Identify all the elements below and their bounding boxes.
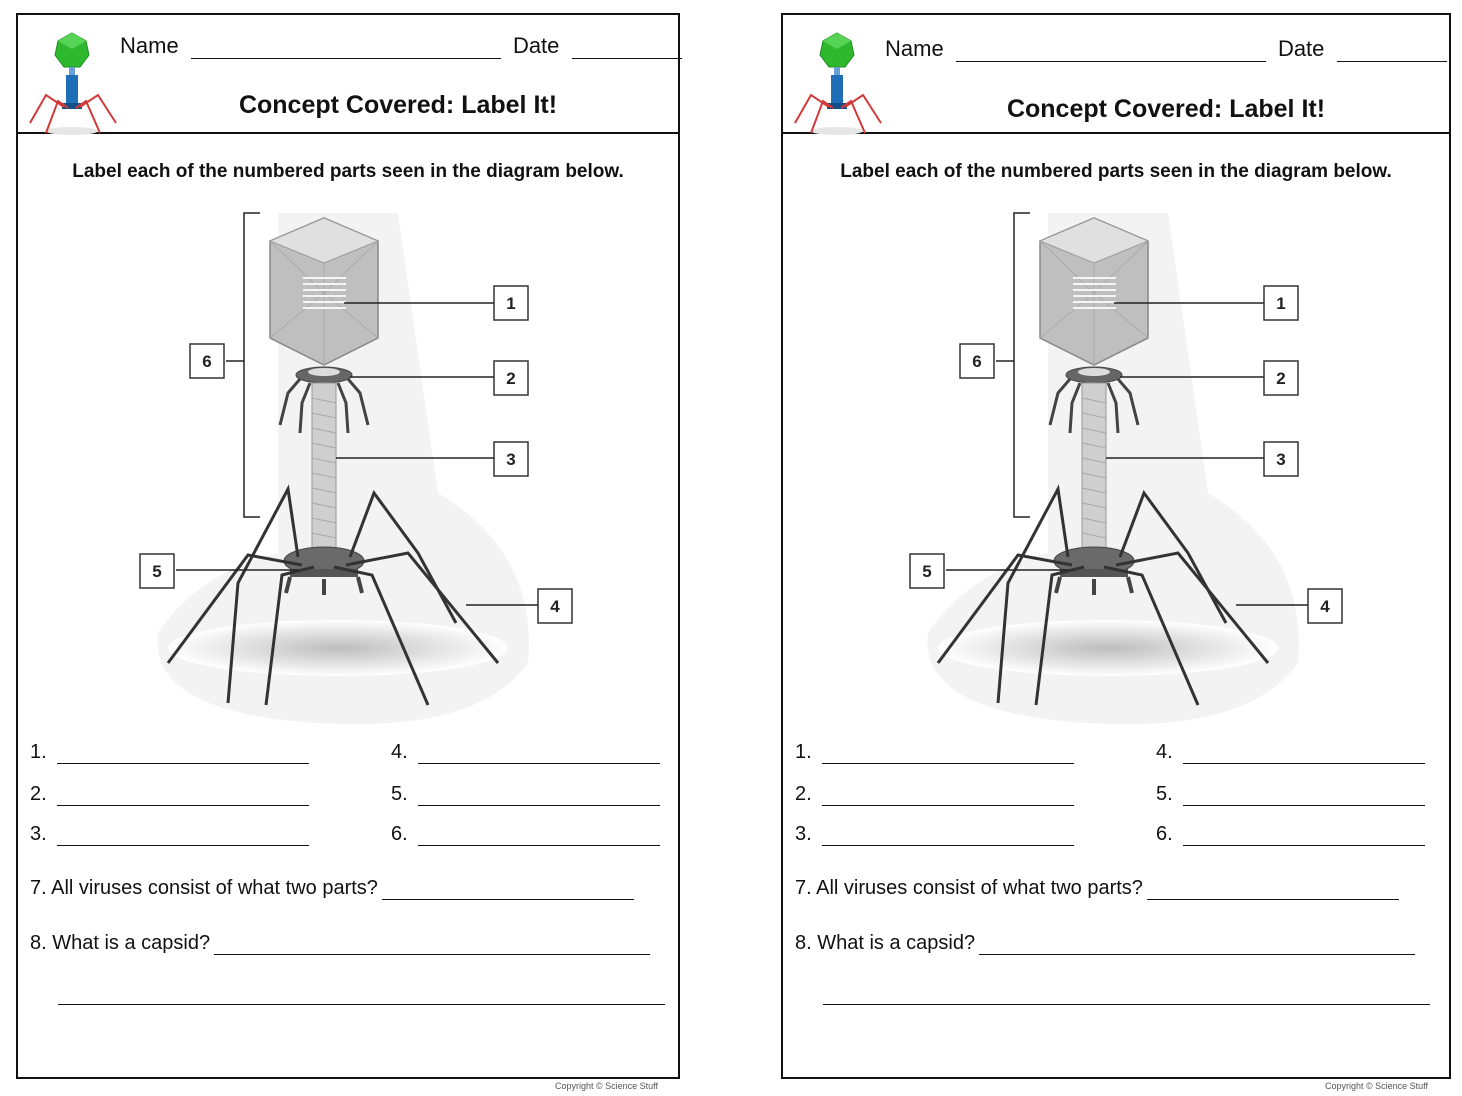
answer-number: 6. (1156, 823, 1173, 845)
question-8-extra-line[interactable] (823, 1004, 1430, 1005)
answer-row-1 (795, 741, 1074, 764)
answer-row-5 (391, 783, 660, 806)
question-8-field[interactable] (979, 932, 1415, 955)
question-7-field[interactable] (382, 877, 634, 900)
answer-number: 1. (30, 741, 47, 763)
instructions: Label each of the numbered parts seen in the diagram below. (840, 161, 1392, 182)
name-label: Name (120, 33, 179, 58)
answer-row-2 (30, 783, 309, 806)
answer-field-2[interactable] (822, 783, 1074, 806)
diagram-label-5: 5 (922, 562, 932, 581)
answer-number: 5. (391, 783, 408, 805)
diagram-label-2: 2 (506, 369, 516, 388)
answer-field-1[interactable] (57, 741, 309, 764)
answer-field-4[interactable] (418, 741, 660, 764)
diagram-label-4: 4 (1320, 597, 1330, 616)
answer-field-4[interactable] (1183, 741, 1425, 764)
answer-number: 1. (795, 741, 812, 763)
question-7-field[interactable] (1147, 877, 1399, 900)
question-text: 8. What is a capsid? (795, 932, 976, 954)
question-7 (30, 877, 634, 900)
answer-number: 2. (30, 783, 47, 805)
name-date-row (120, 33, 668, 59)
answer-number: 4. (1156, 741, 1173, 763)
diagram-label-1: 1 (506, 294, 516, 313)
worksheet-right (781, 13, 1451, 1079)
answer-row-3 (795, 823, 1074, 846)
date-label: Date (512, 33, 560, 58)
answer-row-6 (1156, 823, 1425, 846)
instructions: Label each of the numbered parts seen in the diagram below. (72, 161, 624, 182)
name-field[interactable] (956, 37, 1266, 62)
date-field[interactable] (1337, 37, 1447, 62)
diagram-label-6: 6 (972, 352, 982, 371)
question-text: 7. All viruses consist of what two parts? (30, 877, 378, 899)
answer-field-5[interactable] (1183, 783, 1425, 806)
answer-row-2 (795, 783, 1074, 806)
bacteriophage-diagram (888, 193, 1328, 723)
worksheet-header (783, 15, 1449, 134)
worksheet-left (16, 13, 680, 1079)
answer-field-6[interactable] (418, 823, 660, 846)
answer-field-2[interactable] (57, 783, 309, 806)
answer-field-3[interactable] (822, 823, 1074, 846)
date-field[interactable] (572, 34, 682, 59)
answer-row-5 (1156, 783, 1425, 806)
diagram-label-2: 2 (1276, 369, 1286, 388)
question-8-extra-line[interactable] (58, 1004, 665, 1005)
bacteriophage-logo-icon (789, 23, 899, 138)
name-date-row (885, 36, 1439, 62)
concept-title: Concept Covered: Label It! (238, 91, 558, 119)
answer-field-1[interactable] (822, 741, 1074, 764)
question-7 (795, 877, 1399, 900)
answer-number: 6. (391, 823, 408, 845)
answer-row-6 (391, 823, 660, 846)
answer-field-6[interactable] (1183, 823, 1425, 846)
concept-title: Concept Covered: Label It! (1006, 95, 1326, 123)
answer-field-5[interactable] (418, 783, 660, 806)
answer-number: 4. (391, 741, 408, 763)
answer-row-4 (1156, 741, 1425, 764)
copyright-right: Copyright © Science Stuff (1325, 1081, 1429, 1091)
diagram-label-6: 6 (202, 352, 212, 371)
copyright-left: Copyright © Science Stuff (555, 1081, 659, 1091)
bacteriophage-diagram (118, 193, 558, 723)
answer-field-3[interactable] (57, 823, 309, 846)
date-label: Date (1277, 36, 1325, 61)
name-label: Name (885, 36, 944, 61)
question-8 (795, 932, 1415, 955)
diagram-label-3: 3 (1276, 450, 1286, 469)
question-text: 7. All viruses consist of what two parts? (795, 877, 1143, 899)
diagram-label-3: 3 (506, 450, 516, 469)
diagram-label-5: 5 (152, 562, 162, 581)
answer-number: 3. (795, 823, 812, 845)
question-8 (30, 932, 650, 955)
answer-number: 2. (795, 783, 812, 805)
answer-number: 5. (1156, 783, 1173, 805)
bacteriophage-logo-icon (24, 23, 134, 138)
answer-row-4 (391, 741, 660, 764)
answer-row-3 (30, 823, 309, 846)
diagram-label-4: 4 (550, 597, 560, 616)
question-text: 8. What is a capsid? (30, 932, 211, 954)
answer-row-1 (30, 741, 309, 764)
name-field[interactable] (191, 34, 501, 59)
answer-number: 3. (30, 823, 47, 845)
worksheet-header (18, 15, 678, 134)
question-8-field[interactable] (214, 932, 650, 955)
diagram-label-1: 1 (1276, 294, 1286, 313)
